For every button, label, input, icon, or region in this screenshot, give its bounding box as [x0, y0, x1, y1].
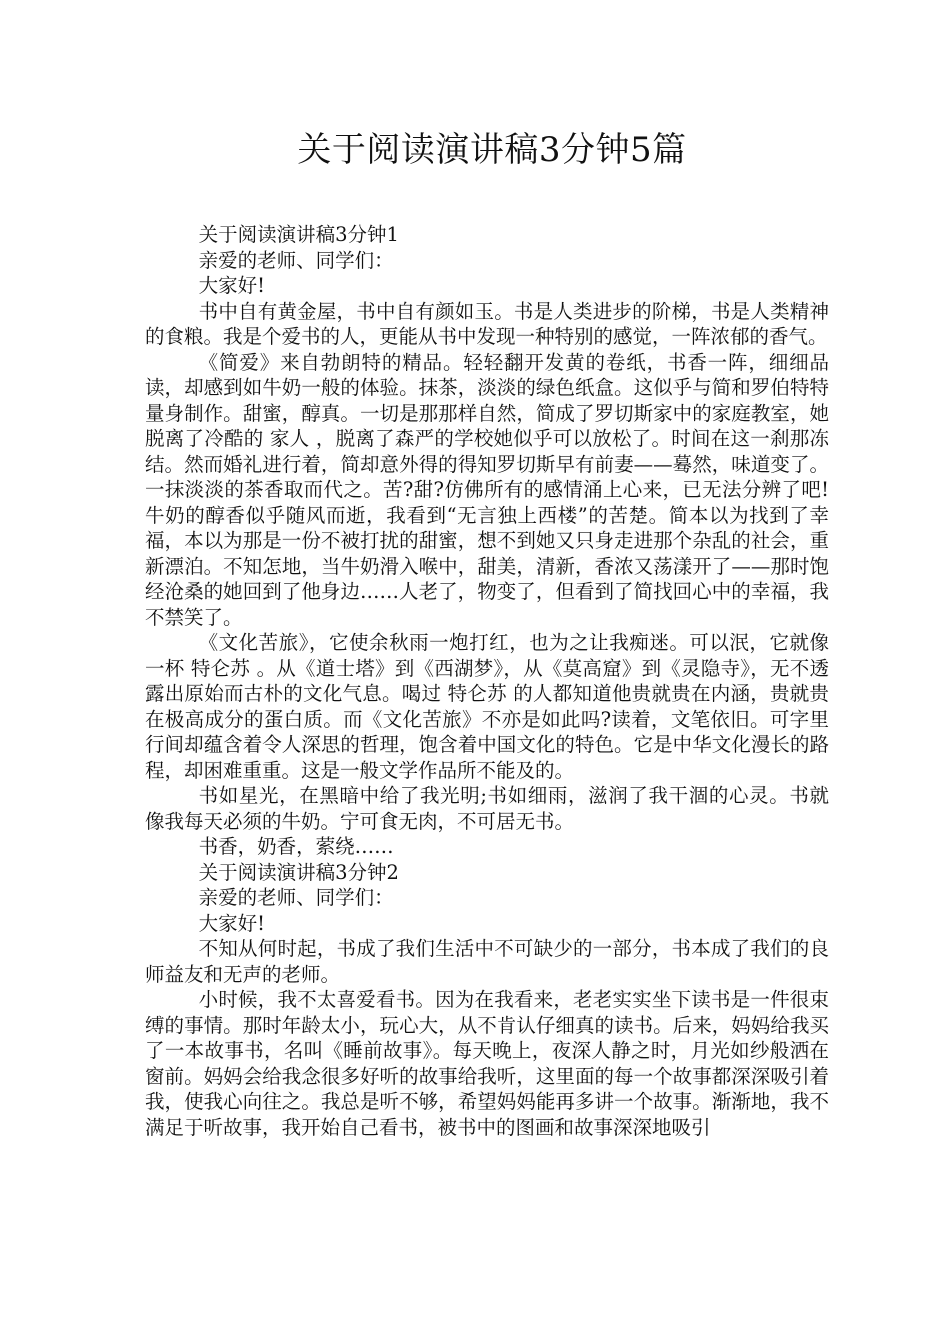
- body-paragraph: 书中自有黄金屋，书中自有颜如玉。书是人类进步的阶梯，书是人类精神的食粮。我是个爱书的人，更能从书中发现一种特别的感觉，一阵浓郁的香气。: [145, 299, 829, 348]
- body-paragraph: 小时候，我不太喜爱看书。因为在我看来，老老实实坐下读书是一件很束缚的事情。那时年龄太小，玩心大，从不肯认仔细真的读书。后来，妈妈给我买了一本故事书，名叫《睡前故事》。每天晚上，夜深人静之时，月光如纱般洒在窗前。妈妈会给我念很多好听的故事给我听，这里面的每一个故事都深深吸引着我，使我心向往之。我总是听不够，希望妈妈能再多讲一个故事。渐渐地，我不满足于听故事，我开始自己看书，被书中的图画和故事深深地吸引: [145, 988, 829, 1139]
- body-paragraph: 书香，奶香，萦绕……: [198, 835, 394, 858]
- section-heading-1: 关于阅读演讲稿3分钟1: [198, 223, 399, 246]
- body-paragraph: 《文化苦旅》，它使余秋雨一炮打红，也为之让我痴迷。可以泯，它就像一杯 特仑苏 。从《道士塔》到《西湖梦》，从《莫高窟》到《灵隐寺》，无不透露出原始而古朴的文化气息。喝过 特仑苏 的人都知道他贵就贵在内涵，贵就贵在极高成分的蛋白质。而《文化苦旅》不亦是如此吗?读着，文笔依旧。可字里行间却蕴含着令人深思的哲理，饱含着中国文化的特色。它是中华文化漫长的路程，却困难重重。这是一般文学作品所不能及的。: [145, 631, 829, 782]
- salutation-1: 亲爱的老师、同学们：: [198, 248, 394, 272]
- section-heading-2: 关于阅读演讲稿3分钟2: [198, 860, 399, 884]
- body-paragraph: 《简爱》来自勃朗特的精品。轻轻翻开发黄的卷纸，书香一阵，细细品读，却感到如牛奶一般的体验。抹茶，淡淡的绿色纸盒。这似乎与简和罗伯特特量身制作。甜蜜，醇真。一切是那那样自然，简成了罗切斯家中的家庭教室，她脱离了冷酷的 家人 ，脱离了森严的学校她似乎可以放松了。时间在这一刹那冻结。然而婚礼进行着，简却意外得的得知罗切斯早有前妻——蓦然，味道变了。一抹淡淡的茶香取而代之。苦?甜?仿佛所有的感情涌上心来，已无法分辨了吧!牛奶的醇香似乎随风而逝，我看到“无言独上西楼”的苦楚。简本以为找到了幸福，本以为那是一份不被打扰的甜蜜，想不到她又只身走进那个杂乱的社会，重新漂泊。不知怎地，当牛奶滑入喉中，甜美，清新，香浓又荡漾开了——那时饱经沧桑的她回到了他身边……人老了，物变了，但看到了简找回心中的幸福，我不禁笑了。: [145, 350, 829, 629]
- salutation-2: 亲爱的老师、同学们：: [198, 886, 394, 909]
- greeting-2: 大家好!: [198, 911, 265, 935]
- greeting-1: 大家好!: [198, 274, 265, 297]
- document-page: [145, 128, 829, 1140]
- body-paragraph: 书如星光，在黑暗中给了我光明;书如细雨，滋润了我干涸的心灵。书就像我每天必须的牛奶。宁可食无肉，不可居无书。: [145, 784, 829, 833]
- document-title: 关于阅读演讲稿3分钟5篇: [297, 130, 687, 170]
- body-paragraph: 不知从何时起，书成了我们生活中不可缺少的一部分，书本成了我们的良师益友和无声的老师。: [145, 937, 829, 986]
